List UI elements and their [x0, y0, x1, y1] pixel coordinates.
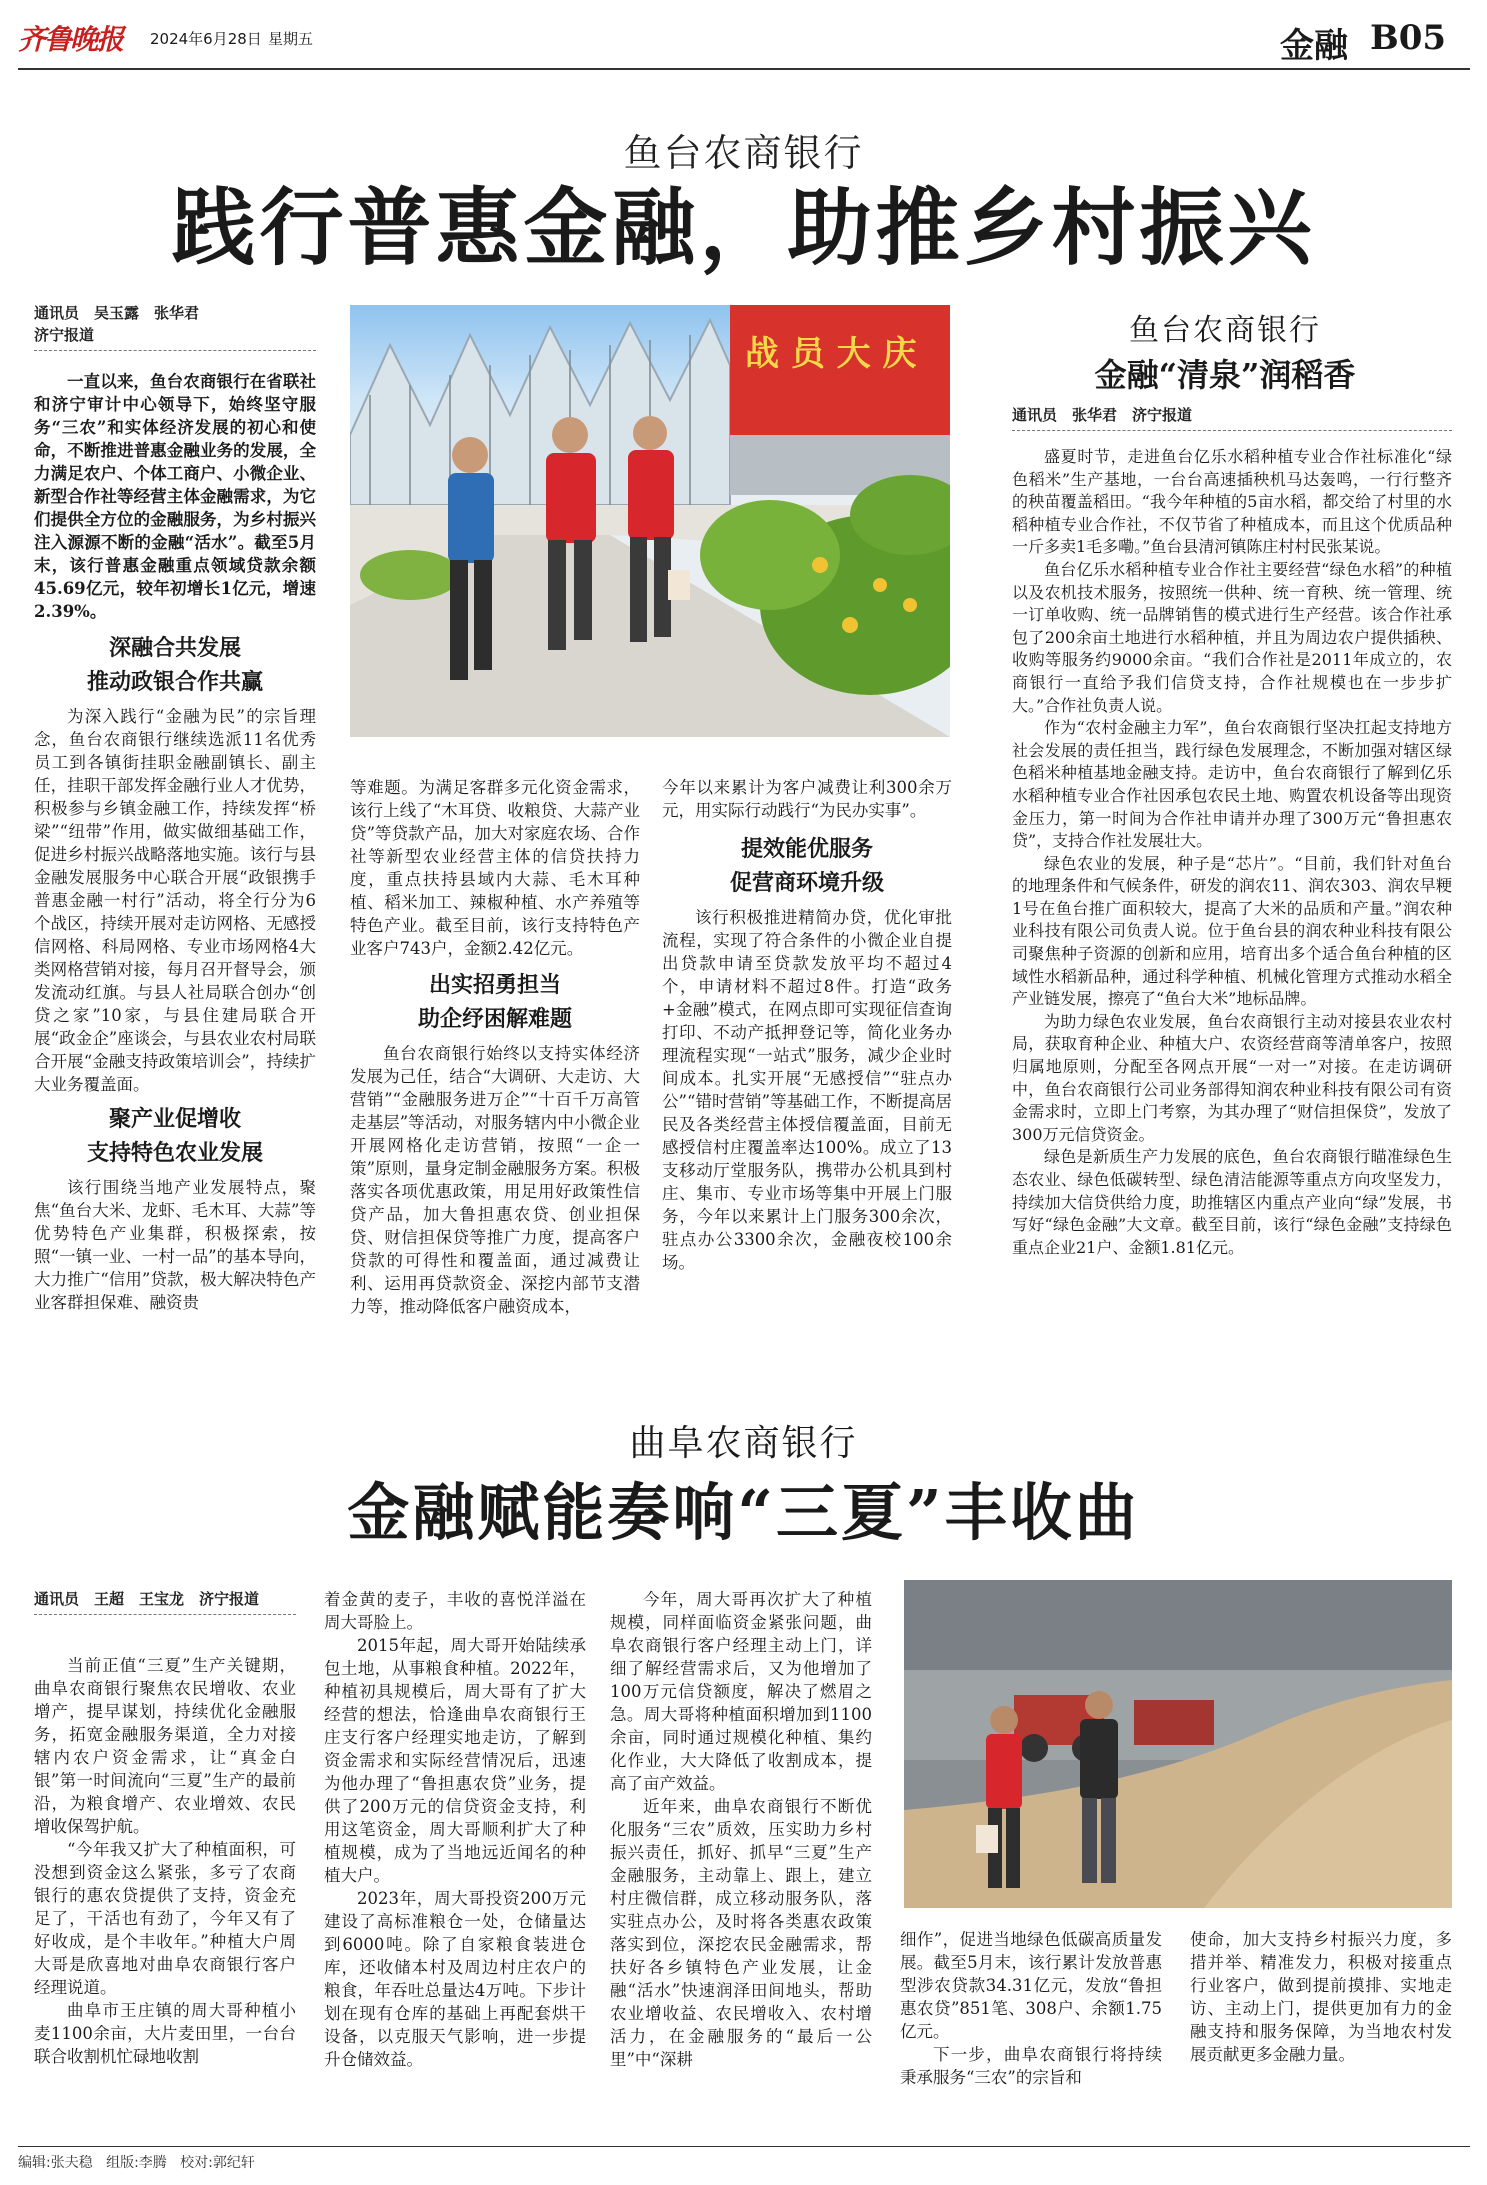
story3-column-4: [900, 1928, 1162, 2089]
story2-paragraph: 为助力绿色农业发展，鱼台农商银行主动对接县农业农村局，获取育种企业、种植大户、农资经营商等清单客户，按照归属地原则，分配至各网点开展“一对一”对接。在走访调研中，鱼台农商银行公司业务部得知润农种业科技有限公司有资金需求时，立即上门考察，为其办理了“财信担保贷”，发放了300万元信贷资金。: [1012, 1011, 1452, 1144]
story1-headline: 践行普惠金融，助推乡村振兴: [171, 178, 1316, 277]
story1-subhead-1-line1: 深融合共发展: [108, 635, 241, 661]
issue-date: 2024年6月28日: [150, 30, 262, 48]
story1-photo: [350, 305, 950, 737]
story3-kicker: 曲阜农商银行: [629, 1423, 858, 1464]
story3-paragraph: 当前正值“三夏”生产关键期，曲阜农商银行聚焦农民增收、农业增产，提早谋划，持续优化金融服务，拓宽金融服务渠道，全力对接辖内农户资金需求，让“真金白银”第一时间流向“三夏”生产的最前沿，为粮食增产、农业增效、农民增收保驾护航。: [34, 1656, 296, 1836]
story1-subhead-1: [34, 631, 316, 699]
story1-column-1: [34, 370, 316, 1314]
story2-body: [1012, 446, 1452, 1259]
page-number: B05: [1370, 18, 1447, 58]
story2-headline: 金融“清泉”润稻香: [1094, 356, 1356, 394]
story1-kicker: 鱼台农商银行: [623, 131, 864, 175]
footer-credits: 编辑:张夫稳 组版:李腾 校对:郭纪轩: [18, 2155, 255, 2171]
story3-paragraph: 细作”，促进当地绿色低碳高质量发展。截至5月末，该行累计发放普惠型涉农贷款34.31亿元，发放“鲁担惠农贷”851笔、308户、余额1.75亿元。: [900, 1930, 1162, 2041]
footer-rule: [18, 2146, 1470, 2147]
story2-paragraph: 绿色是新质生产力发展的底色，鱼台农商银行瞄准绿色生态农业、绿色低碳转型、绿色清洁能源等重点方向攻坚发力，持续加大信贷供给力度，助推辖区内重点产业向“绿”发展，书写好“绿色金融”大文章。截至目前，该行“绿色金融”支持绿色重点企业21户、金额1.81亿元。: [1012, 1147, 1452, 1257]
story1-subhead-4-line1: 提效能优服务: [740, 836, 873, 862]
proof-label: 校对: [180, 2155, 209, 2171]
story1-subhead-3: [350, 968, 640, 1036]
story1-subhead-4-line2: 促营商环境升级: [729, 870, 884, 896]
story3-byline: 通讯员 王超 王宝龙 济宁报道: [34, 1588, 296, 1615]
story3-column-5: [1190, 1928, 1452, 2066]
story1-paragraph: 该行围绕当地产业发展特点，聚焦“鱼台大米、龙虾、毛木耳、大蒜”等优势特色产业集群，积极探索，按照“一镇一业、一村一品”的基本导向，大力推广“信用”贷款，极大解决特色产业客群担保难、融资贵: [34, 1178, 316, 1312]
story2-paragraph: 绿色农业的发展，种子是“芯片”。“目前，我们针对鱼台的地理条件和气候条件，研发的润农11、润农303、润农早粳1号在鱼台推广面积较大，提高了大米的品质和产量。”润农种业科技有限公司负责人说。位于鱼台县的润农种业科技有限公司聚焦种子资源的创新和应用，培育出多个适合鱼台种植的区域性水稻新品种，通过科学种植、机械化管理方式推动水稻全产业链发展，擦亮了“鱼台大米”地标品牌。: [1012, 853, 1452, 1009]
story1-paragraph: 为深入践行“金融为民”的宗旨理念，鱼台农商银行继续选派11名优秀员工到各镇街挂职金融副镇长、副主任，挂职干部发挥金融行业人才优势，积极参与乡镇金融工作，持续发挥“桥梁”“纽带”作用，做实做细基础工作，促进乡村振兴战略落地实施。该行与县金融发展服务中心联合开展“政银携手普惠金融一村行”活动，将全行分为6个战区，持续开展对走访网格、无感授信网格、科局网格、专业市场网格4大类网格营销对接，每月召开督导会，颁发流动红旗。与县人社局联合创办“创贷之家”10家，与县住建局联合开展“政金企”座谈会，与县农业农村局联合开展“金融支持政策培训会”，持续扩大业务覆盖面。: [34, 707, 316, 1094]
story2-paragraph: 作为“农村金融主力军”，鱼台农商银行坚决扛起支持地方社会发展的责任担当，践行绿色发展理念，不断加强对辖区绿色稻米种植基地金融支持。走访中，鱼台农商银行了解到亿乐水稻种植专业合作社因承包农民土地、购置农机设备等出现资金压力，第一时间为合作社申请并办理了300万元“鲁担惠农贷”，支持合作社发展壮大。: [1012, 718, 1452, 851]
paper-logo: 齐鲁晚报: [18, 23, 123, 56]
story3-column-3: [610, 1588, 872, 2071]
story1-byline-reporters: 通讯员 吴玉露 张华君: [34, 304, 200, 322]
section-name: 金融: [1280, 26, 1348, 66]
story2-paragraph: 鱼台亿乐水稻种植专业合作社主要经营“绿色水稻”的种植以及农机技术服务，按照统一供种、统一育秧、统一管理、统一订单收购、统一品牌销售的模式进行生产经营。该合作社承包了200余亩土地进行水稻种植，并且为周边农户提供插秧、收购等服务约9000余亩。“我们合作社是2011年成立的，农商银行一直给予我们信贷支持，合作社规模也在一步步扩大。”合作社负责人说。: [1012, 559, 1452, 715]
story3-paragraph: 2015年起，周大哥开始陆续承包土地，从事粮食种植。2022年，种植初具规模后，周大哥有了扩大经营的想法，恰逢曲阜农商银行王庄支行客户经理实地走访，了解到资金需求和实际经营情况后，迅速为他办理了“鲁担惠农贷”业务，提供了200万元的信贷资金支持，利用这笔资金，周大哥顺利扩大了种植规模，成为了当地远近闻名的种植大户。: [324, 1636, 586, 1885]
story1-byline: [34, 302, 316, 351]
story1-subhead-3-line1: 出实招勇担当: [428, 972, 561, 998]
story1-subhead-2-line2: 支持特色农业发展: [86, 1140, 263, 1166]
story1-subhead-2-line1: 聚产业促增收: [108, 1106, 241, 1132]
issue-weekday: 星期五: [268, 30, 314, 48]
story3-paragraph: 2023年，周大哥投资200万元建设了高标准粮仓一处，仓储量达到6000吨。除了自家粮食装进仓库，还收储本村及周边村庄农户的粮食，年吞吐总量达4万吨。下步计划在现有仓库的基础上再配套烘干设备，以克服天气影响，进一步提升仓储效益。: [324, 1889, 586, 2069]
banner-text: 战 员 大 庆: [745, 334, 917, 374]
story3-paragraph: 曲阜市王庄镇的周大哥种植小麦1100余亩，大片麦田里，一台台联合收割机忙碌地收割: [34, 2001, 296, 2066]
editor-label: 编辑: [18, 2155, 46, 2171]
story1-lead: 一直以来，鱼台农商银行在省联社和济宁审计中心领导下，始终坚守服务“三农”和实体经济发展的初心和使命，不断推进普惠金融业务的发展，全力满足农户、个体工商户、小微企业、新型合作社等经营主体金融需求，为它们提供全方位的金融服务，为乡村振兴注入源源不断的金融“活水”。截至5月末，该行普惠金融重点领域贷款余额45.69亿元，较年初增长1亿元，增速2.39%。: [34, 372, 316, 621]
story3-column-1: [34, 1654, 296, 2068]
story3-paragraph: 使命，加大支持乡村振兴力度，多措并举、精准发力，积极对接重点行业客户，做到提前摸排、实地走访、主动上门，提供更加有力的金融支持和服务保障，为当地农村发展贡献更多金融力量。: [1190, 1930, 1452, 2064]
story2-kicker: 鱼台农商银行: [1129, 313, 1321, 348]
story3-photo: [904, 1580, 1452, 1908]
story1-subhead-1-line2: 推动政银合作共赢: [86, 669, 263, 695]
story3-paragraph: 下一步，曲阜农商银行将持续秉承服务“三农”的宗旨和: [900, 2045, 1162, 2087]
story1-paragraph: 鱼台农商银行始终以支持实体经济发展为己任，结合“大调研、大走访、大营销”“金融服务进万企”“十百千万高管走基层”等活动，对服务辖内中小微企业开展网格化走访营销，按照“一企一策”原则，量身定制金融服务方案。积极落实各项优惠政策，用足用好政策性信贷产品，加大鲁担惠农贷、创业担保贷、财信担保贷等推广力度，提高客户贷款的可得性和覆盖面，通过减费让利、运用再贷款资金、深挖内部节支潜力等，推动降低客户融资成本，: [350, 1044, 640, 1316]
story1-paragraph: 该行积极推进精简办贷，优化审批流程，实现了符合条件的小微企业自提出贷款申请至贷款发放平均不超过4个，申请材料不超过8件。打造“政务+金融”模式，在网点即可实现征信查询打印、不动产抵押登记等，简化业务办理流程实现“一站式”服务，减少企业时间成本。扎实开展“无感授信”“驻点办公”“错时营销”等基础工作，不断提高居民及各类经营主体授信覆盖面，目前无感授信村庄覆盖率达100%。成立了13支移动厅堂服务队，携带办公机具到村庄、集市、专业市场等集中开展上门服务，今年以来累计上门服务300余次，驻点办公3300余次，金融夜校100余场。: [662, 908, 952, 1272]
story3-paragraph: 今年，周大哥再次扩大了种植规模，同样面临资金紧张问题，曲阜农商银行客户经理主动上门，详细了解经营需求后，又为他增加了100万元信贷额度，解决了燃眉之急。周大哥将种植面积增加到1100余亩，同时通过规模化种植、集约化作业，大大降低了收割成本，提高了亩产效益。: [610, 1590, 872, 1793]
story1-subhead-4: [662, 832, 952, 900]
layout-name: 李腾: [138, 2155, 167, 2171]
story1-paragraph: 今年以来累计为客户减费让利300余万元，用实际行动践行“为民办实事”。: [662, 778, 952, 820]
story1-byline-location: 济宁报道: [34, 326, 95, 344]
masthead: [0, 0, 1487, 72]
story1-column-3: [662, 776, 952, 1274]
story1-column-2: [350, 776, 640, 1318]
story3-paragraph: 近年来，曲阜农商银行不断优化服务“三农”质效，压实助力乡村振兴责任，抓好、抓早“三夏”生产金融服务，主动靠上、跟上，建立村庄微信群，成立移动服务队，落实驻点办公，及时将各类惠农政策落实到位，深挖农民金融需求，帮扶好各乡镇特色产业发展，让金融“活水”快速润泽田间地头，帮助农业增收益、农民增收入、农村增活力，在金融服务的“最后一公里”中“深耕: [610, 1797, 872, 2069]
story3-paragraph: 着金黄的麦子，丰收的喜悦洋溢在周大哥脸上。: [324, 1590, 586, 1632]
greenhouse-scene: [350, 305, 950, 737]
story3-headline: 金融赋能奏响“三夏”丰收曲: [347, 1476, 1140, 1549]
story3-paragraph: “今年我又扩大了种植面积，可没想到资金这么紧张，多亏了农商银行的惠农贷提供了支持，资金充足了，干活也有劲了，今年又有了好收成，是个丰收年。”种植大户周大哥是欣喜地对曲阜农商银行客户经理说道。: [34, 1840, 296, 1997]
story1-subhead-3-line2: 助企纾困解难题: [417, 1006, 572, 1032]
story2-paragraph: 盛夏时节，走进鱼台亿乐水稻种植专业合作社标准化“绿色稻米”生产基地，一台台高速插秧机马达轰鸣，一行行整齐的秧苗覆盖稻田。“我今年种植的5亩水稻，都交给了村里的水稻种植专业合作社，不仅节省了种植成本，而且这个优质品种一斤多卖1毛多嘞。”鱼台县清河镇陈庄村村民张某说。: [1012, 447, 1452, 557]
grain-warehouse-scene: [904, 1580, 1452, 1908]
story2-byline: 通讯员 张华君 济宁报道: [1012, 404, 1452, 431]
editor-name: 张夫稳: [50, 2155, 93, 2171]
masthead-rule: [18, 68, 1470, 70]
story1-paragraph: 等难题。为满足客群多元化资金需求，该行上线了“木耳贷、收粮贷、大蒜产业贷”等贷款产品，加大对家庭农场、合作社等新型农业经营主体的信贷扶持力度，重点扶持县域内大蒜、毛木耳种植、稻米加工、辣椒种植、水产养殖等特色产业。截至目前，该行支持特色产业客户743户，金额2.42亿元。: [350, 778, 640, 958]
layout-label: 组版: [106, 2155, 135, 2171]
story1-subhead-2: [34, 1102, 316, 1170]
proof-name: 郭纪轩: [212, 2155, 255, 2171]
story3-column-2: [324, 1588, 586, 2071]
